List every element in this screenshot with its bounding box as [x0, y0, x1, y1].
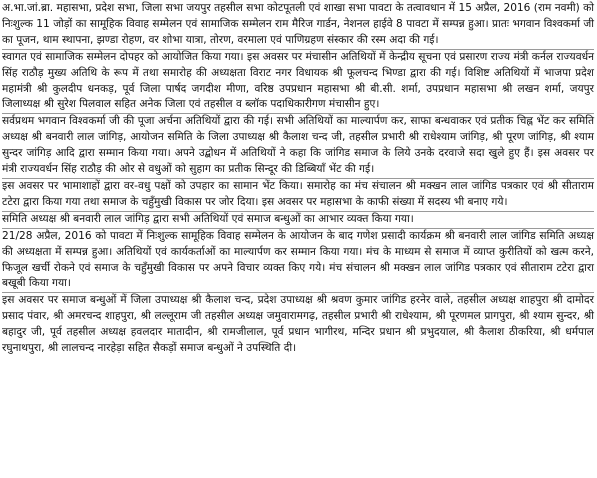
news-article — [2, 1, 594, 357]
article-paragraph-7: इस अवसर पर समाज बन्धुओं में जिला उपाध्यक्ष श्री कैलाश चन्द, प्रदेश उपाध्यक्ष श्री श्रवण कुमार जांगिड हरनेर वाले, तहसील अध्यक्ष शाहपुरा श्री दामोदर प्रसाद पंवार, श्री अमरचन्द शाहपुरा, श्री लल्लूराम जी तहसील अध्यक्ष जमुवारामगढ़, तहसील प्रभारी श्री राधेश्याम, श्री पूरणमल प्रागपुरा, श्री श्याम सुन्दर, श्री बहादुर जी, पूर्व तहसील अध्यक्ष हवलदार मातादीन, श्री रामजीलाल, पूर्व प्रधान भागीरथ, मन्दिर प्रधान श्री प्रभुदयाल, श्री कैलाश ठीकरिया, श्री धर्मपाल रघुनाथपुरा, श्री लालचन्द नारहेड़ा सहित सैकड़ों समाज बन्धुओं ने उपस्थिति दी। — [2, 294, 594, 355]
article-paragraph-2: स्वागत एवं सामाजिक सम्मेलन दोपहर को आयोजित किया गया। इस अवसर पर मंचासीन अतिथियों में केन्द्रीय सूचना एवं प्रसारण राज्य मंत्री कर्नल राज्यवर्धन सिंह राठौड़ मुख्य अतिथि के रूप में तथा समारोह की अध्यक्षता विराट नगर विधायक श्री फूलचन्द भिण्डा द्वारा की गई। विशिष्ट अतिथियों में भाजपा प्रदेश महामंत्री श्री कुलदीप धनकड़, पूर्व जिला पार्षद जगदीश मीणा, वरिष्ठ उपप्रधान महासभा श्री बी.सी. शर्मा, उपप्रधान महासभा श्री लखन शर्मा, जयपुर जिलाध्यक्ष श्री सुरेश पिलवाल सहित अनेक जिला एवं तहसील व ब्लॉक पदाधिकारीगण मंचासीन हुए। — [2, 50, 594, 115]
article-paragraph-5: समिति अध्यक्ष श्री बनवारी लाल जांगिड़ द्वारा सभी अतिथियों एवं समाज बन्धुओं का आभार व्यक्त किया गया। — [2, 212, 594, 229]
article-paragraph-3: सर्वप्रथम भगवान विश्वकर्मा जी की पूजा अर्चना अतिथियों द्वारा की गई। सभी अतिथियों का माल्यार्पण कर, साफा बन्धवाकर एवं प्रतीक चिह्न भेंट कर समिति अध्यक्ष श्री बनवारी लाल जांगिड़, आयोजन समिति के जिला उपाध्यक्ष श्री कैलाश चन्द जी, तहसील प्रभारी श्री राधेश्याम जांगिड़, श्री पूरण जांगिड़, श्री श्याम सुन्दर जांगिड़ आदि द्वारा सम्मान किया गया। अपने उद्बोधन में अतिथियों ने कहा कि जांगिड समाज के लिये उनके दरवाजे सदा खुले हुए हैं। इस अवसर पर मंत्री राज्यवर्धन सिंह राठौड़ की ओर से वधुओं को सुहाग का प्रतीक सिन्दूर की डिब्बियाँ भेंट की गई। — [2, 114, 594, 179]
article-paragraph-1: अ.भा.जां.ब्रा. महासभा, प्रदेश सभा, जिला सभा जयपुर तहसील सभा कोटपूतली एवं शाखा सभा पावटा के तत्वावधान में 15 अप्रैल, 2016 (राम नवमी) को निःशुल्क 11 जोड़ों का सामूहिक विवाह सम्मेलन एवं सामाजिक सम्मेलन राम मैरिज गार्डन, नेशनल हाईवे 8 पावटा में सम्पन्न हुआ। प्रातः भगवान विश्वकर्मा जी का पूजन, थाम स्थापना, झण्डा रोहण, वर शोभा यात्रा, तोरण, वरमाला एवं पाणिग्रहण संस्कार की रस्म अदा की गई। — [2, 1, 594, 50]
article-paragraph-6: 21/28 अप्रैल, 2016 को पावटा में निःशुल्क सामूहिक विवाह सम्मेलन के आयोजन के बाद गणेश प्रसादी कार्यक्रम श्री बनवारी लाल जांगिड समिति अध्यक्ष की अध्यक्षता में सम्पन्न हुआ। अतिथियों एवं कार्यकर्ताओं का माल्यार्पण कर सम्मान किया गया। मंच के माध्यम से समाज में व्याप्त कुरीतियों को खत्म करने, फिजूल खर्ची रोकने एवं समाज के चहुँमुखी विकास पर अपने विचार व्यक्त किए गये। मंच संचालन श्री मक्खन लाल जांगिड पत्रकार एवं सीताराम टटेरा द्वारा बखूबी किया गया। — [2, 229, 594, 294]
article-paragraph-4: इस अवसर पर भामाशाहों द्वारा वर-वधु पक्षों को उपहार का सामान भेंट किया। समारोह का मंच संचालन श्री मक्खन लाल जांगिड पत्रकार एवं श्री सीताराम टटेरा द्वारा किया गया तथा समाज के चहुँमुखी विकास पर जोर दिया। इस अवसर पर महासभा के काफी संख्या में सदस्य भी बनाए गये। — [2, 179, 594, 212]
